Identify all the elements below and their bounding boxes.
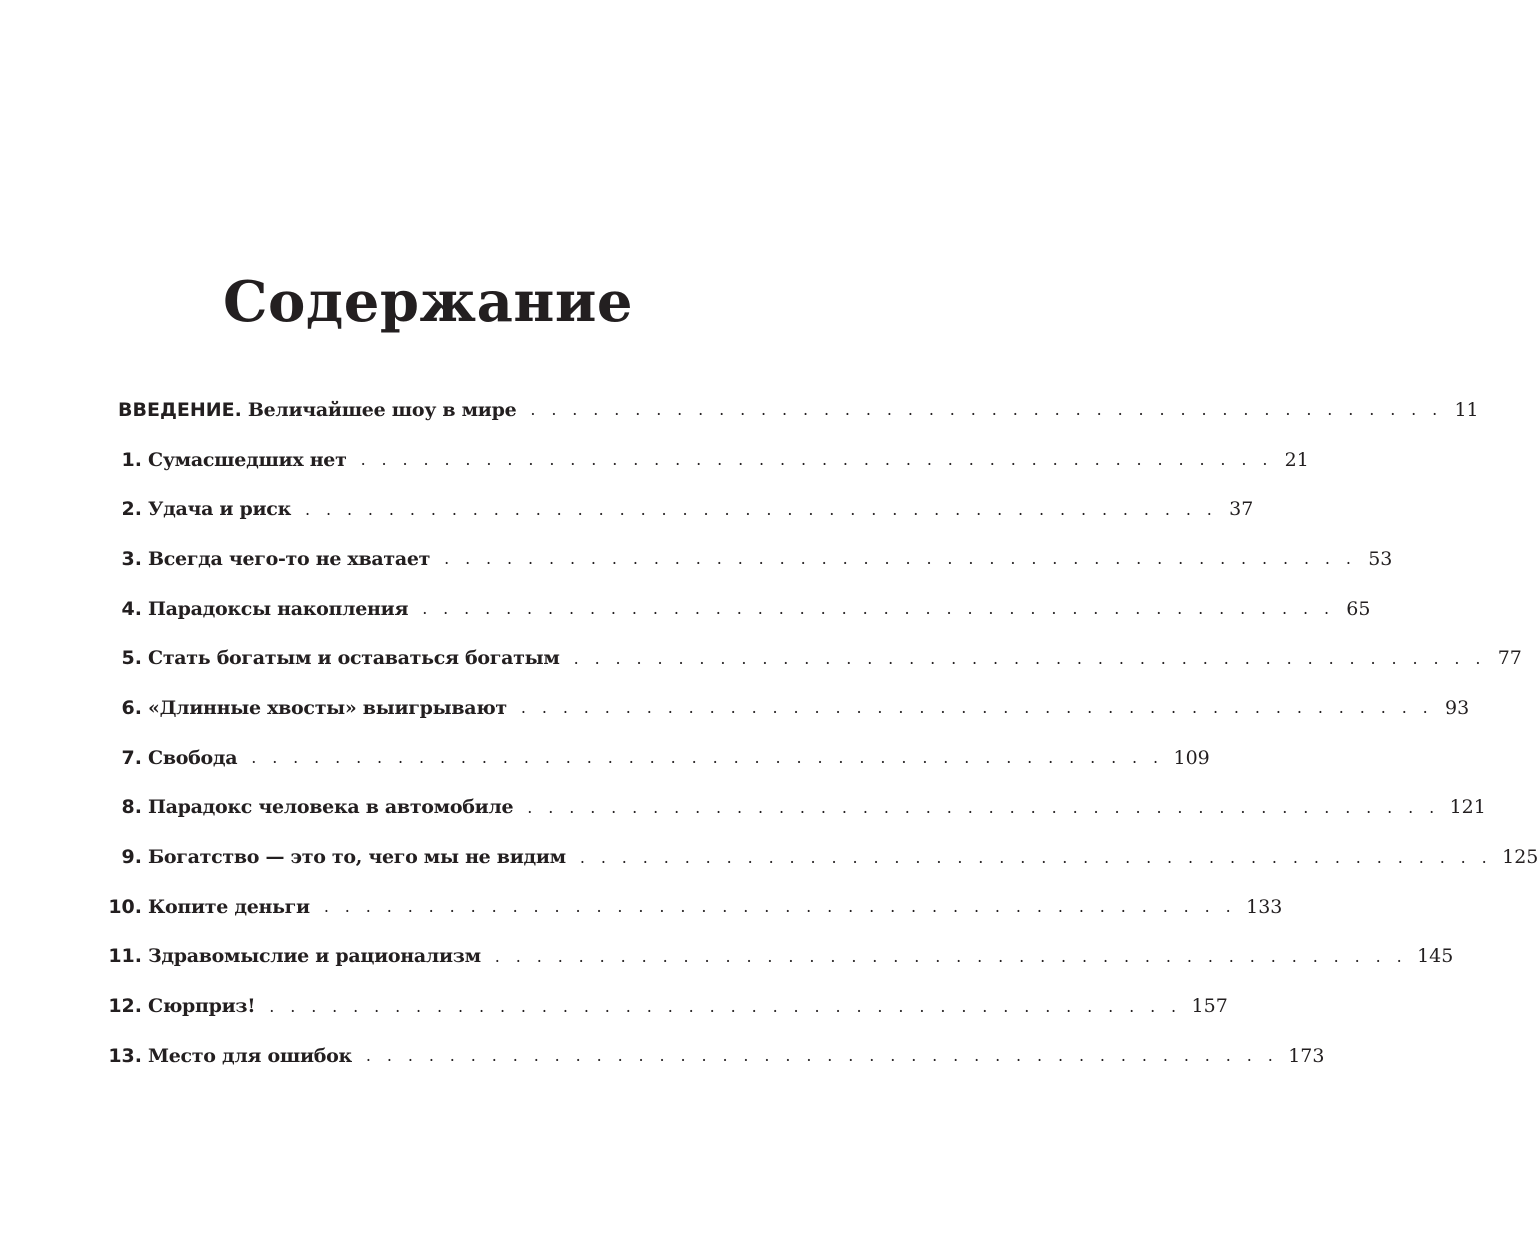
toc-entry-number: 1. <box>121 448 142 471</box>
toc-entry-3[interactable] <box>106 534 1393 584</box>
toc-entry-number: 4. <box>121 597 142 620</box>
dot-leader: . . . . . . . . . . . . . . . . . . . . . . . . . . . . . . . . . . . . . . . . . . . . <box>520 698 1434 718</box>
toc-entry-page: 157 <box>1191 995 1228 1018</box>
dot-leader: . . . . . . . . . . . . . . . . . . . . . . . . . . . . . . . . . . . . . . . . . . . . <box>573 648 1486 668</box>
toc-entry-number: 3. <box>121 547 142 570</box>
toc-entry-number: 2. <box>121 498 142 521</box>
toc-entry-6[interactable] <box>106 683 1470 733</box>
toc-entry-4[interactable] <box>106 584 1371 634</box>
toc-entry-9[interactable] <box>106 832 1538 882</box>
toc-entry-page: 173 <box>1288 1044 1325 1067</box>
toc-entry-12[interactable] <box>106 981 1228 1031</box>
toc-entry-number: 11. <box>108 945 142 968</box>
toc-entry-title: Стать богатым и оставаться богатым <box>148 647 560 670</box>
toc-entry-title: Копите деньги <box>148 895 310 918</box>
dot-leader: . . . . . . . . . . . . . . . . . . . . . . . . . . . . . . . . . . . . . . . . . . . . <box>251 748 1164 768</box>
toc-entry-title: Величайшее шоу в мире <box>247 398 517 421</box>
toc-entry-8[interactable] <box>106 783 1486 833</box>
dot-leader: . . . . . . . . . . . . . . . . . . . . . . . . . . . . . . . . . . . . . . . . . . . . <box>305 499 1218 519</box>
dot-leader: . . . . . . . . . . . . . . . . . . . . . . . . . . . . . . . . . . . . . . . . . . . . <box>360 450 1273 470</box>
dot-leader: . . . . . . . . . . . . . . . . . . . . . . . . . . . . . . . . . . . . . . . . . . . . <box>579 847 1493 867</box>
toc-entry-2[interactable] <box>106 484 1254 534</box>
toc-entry-5[interactable] <box>106 633 1522 683</box>
toc-entry-number: 12. <box>108 995 142 1018</box>
toc-entry-page: 65 <box>1346 597 1371 620</box>
toc-entry-number: ВВЕДЕНИЕ. <box>118 398 242 421</box>
toc-entry-page: 77 <box>1497 647 1522 670</box>
table-of-contents <box>106 385 1538 1081</box>
toc-entry-number: 8. <box>121 796 142 819</box>
toc-entry-page: 125 <box>1502 846 1538 869</box>
toc-entry-page: 121 <box>1449 796 1486 819</box>
toc-entry-10[interactable] <box>106 882 1283 932</box>
toc-entry-7[interactable] <box>106 733 1210 783</box>
toc-entry-title: Парадоксы накопления <box>148 597 409 620</box>
toc-entry-page: 21 <box>1284 448 1309 471</box>
toc-entry-page: 133 <box>1246 895 1283 918</box>
toc-entry-13[interactable] <box>106 1031 1325 1081</box>
toc-entry-page: 145 <box>1417 945 1454 968</box>
toc-entry-title: Удача и риск <box>148 498 292 521</box>
toc-entry-11[interactable] <box>106 932 1454 982</box>
dot-leader: . . . . . . . . . . . . . . . . . . . . . . . . . . . . . . . . . . . . . . . . . . . . <box>323 897 1237 917</box>
toc-entry-page: 109 <box>1173 746 1210 769</box>
dot-leader: . . . . . . . . . . . . . . . . . . . . . . . . . . . . . . . . . . . . . . . . . . . . <box>530 400 1443 420</box>
toc-entry-1[interactable] <box>106 435 1309 485</box>
toc-entry-title: Сумасшедших нет <box>148 448 347 471</box>
toc-entry-page: 93 <box>1444 696 1470 719</box>
dot-leader: . . . . . . . . . . . . . . . . . . . . . . . . . . . . . . . . . . . . . . . . . . . . <box>269 996 1182 1016</box>
dot-leader: . . . . . . . . . . . . . . . . . . . . . . . . . . . . . . . . . . . . . . . . . . . . <box>494 946 1408 966</box>
toc-entry-page: 11 <box>1454 398 1479 421</box>
page-title: Содержание <box>222 269 633 335</box>
toc-entry-title: Свобода <box>148 746 238 769</box>
toc-entry-number: 5. <box>121 647 142 670</box>
dot-leader: . . . . . . . . . . . . . . . . . . . . . . . . . . . . . . . . . . . . . . . . . . . . <box>527 797 1440 817</box>
toc-entry-intro[interactable] <box>106 385 1479 435</box>
dot-leader: . . . . . . . . . . . . . . . . . . . . . . . . . . . . . . . . . . . . . . . . . . . . <box>365 1046 1279 1066</box>
toc-entry-title: Сюрприз! <box>148 995 256 1018</box>
toc-entry-page: 37 <box>1229 498 1254 521</box>
toc-entry-number: 7. <box>121 746 142 769</box>
toc-entry-number: 10. <box>108 895 142 918</box>
toc-entry-title: Место для ошибок <box>148 1044 352 1067</box>
dot-leader: . . . . . . . . . . . . . . . . . . . . . . . . . . . . . . . . . . . . . . . . . . . . <box>444 549 1357 569</box>
toc-entry-number: 9. <box>121 846 142 869</box>
toc-entry-number: 6. <box>121 696 142 719</box>
toc-entry-title: Всегда чего-то не хватает <box>148 547 431 570</box>
toc-entry-title: «Длинные хвосты» выигрывают <box>148 696 507 719</box>
toc-entry-number: 13. <box>108 1044 142 1067</box>
toc-entry-title: Богатство — это то, чего мы не видим <box>148 846 566 869</box>
toc-entry-title: Парадокс человека в автомобиле <box>148 796 514 819</box>
dot-leader: . . . . . . . . . . . . . . . . . . . . . . . . . . . . . . . . . . . . . . . . . . . . <box>422 599 1335 619</box>
toc-entry-title: Здравомыслие и рационализм <box>148 945 481 968</box>
toc-entry-page: 53 <box>1368 547 1393 570</box>
